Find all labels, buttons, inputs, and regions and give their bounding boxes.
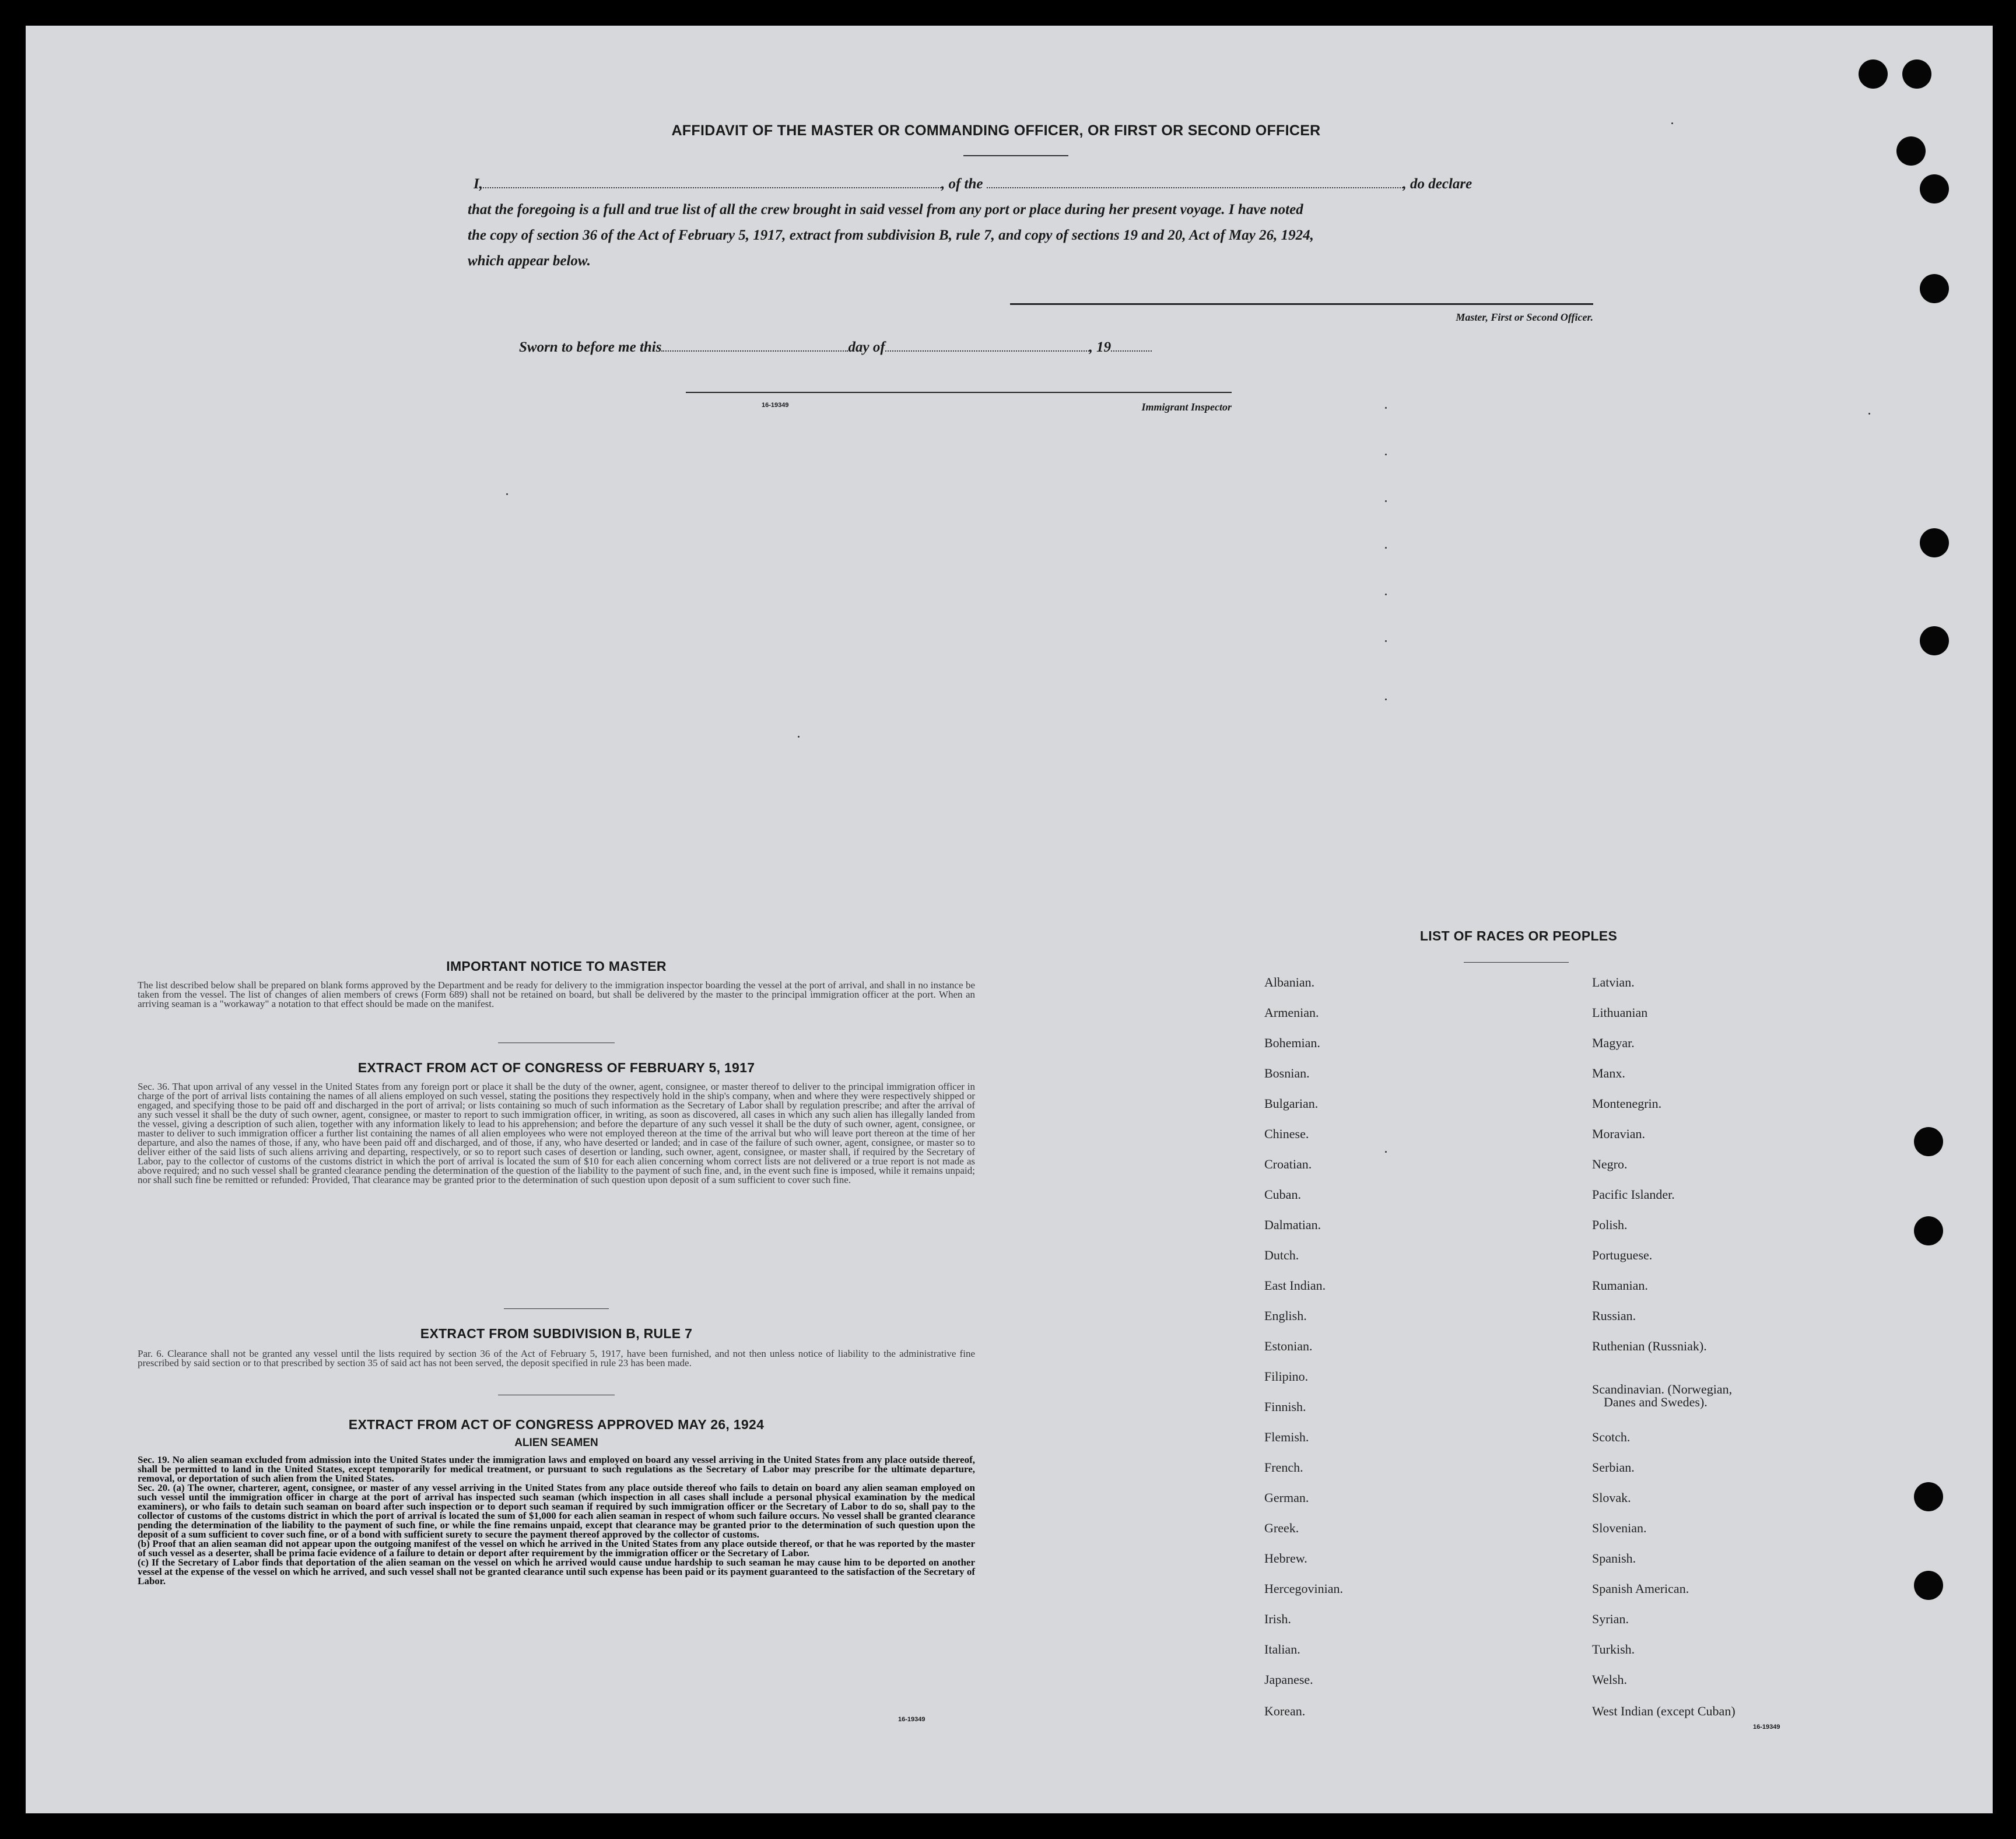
- race-item: Finnish.: [1264, 1399, 1306, 1414]
- race-item: German.: [1264, 1490, 1309, 1505]
- race-item: Magyar.: [1592, 1036, 1635, 1050]
- race-item: Welsh.: [1592, 1672, 1627, 1687]
- print-speck: [1671, 122, 1673, 124]
- race-item: Russian.: [1592, 1308, 1636, 1323]
- binder-hole: [1920, 274, 1949, 303]
- race-item: Bosnian.: [1264, 1066, 1310, 1080]
- sworn-prefix-label: Sworn to before me this: [519, 339, 662, 355]
- race-item: Lithuanian: [1592, 1005, 1648, 1020]
- extract-1917-heading: EXTRACT FROM ACT OF CONGRESS OF FEBRUARY 5, 1917: [357, 1060, 755, 1075]
- affidavit-title: AFFIDAVIT OF THE MASTER OR COMMANDING OFFICER, OR FIRST OR SECOND OFFICER: [671, 122, 1321, 139]
- master-signature-line[interactable]: [1010, 303, 1593, 305]
- race-item: Rumanian.: [1592, 1278, 1648, 1293]
- title-divider: [963, 155, 1068, 156]
- subdivision-b-text: Par. 6. Clearance shall not be granted any vessel until the lists required by section 36 of the Act of February 5, 1917, have been furnished, and not then unless notice of liability to the administrative fine prescribed by said section or to that prescribed by section 35 of said act has not been served, the deposit specified in rule 23 has been made.: [138, 1348, 975, 1368]
- section-20b-text: (b) Proof that an alien seaman did not appear upon the outgoing manifest of the vessel on which he arrived in the United States from any place outside thereof, or that he was reported by the master of such vessel as a deserter, shall be prima facie evidence of a failure to detain or deport after requirement by the immigration officer or the Secretary of Labor.: [138, 1538, 975, 1559]
- declaration-line-4: which appear below.: [468, 253, 591, 269]
- print-speck: [1385, 699, 1387, 700]
- race-item: Scandinavian. (Norwegian,: [1592, 1382, 1733, 1396]
- race-item: Hercegovinian.: [1264, 1581, 1343, 1596]
- race-item: East Indian.: [1264, 1278, 1326, 1293]
- race-item: Italian.: [1264, 1642, 1300, 1656]
- extract-1924-body: [138, 1455, 975, 1586]
- vessel-blank-field[interactable]: [987, 174, 1403, 188]
- race-item: Irish.: [1264, 1612, 1291, 1626]
- race-item: Danes and Swedes).: [1604, 1395, 1708, 1409]
- race-item: Croatian.: [1264, 1157, 1312, 1171]
- print-speck: [1385, 407, 1387, 409]
- inspector-caption: Immigrant Inspector: [1141, 401, 1232, 413]
- extract-1924-heading: EXTRACT FROM ACT OF CONGRESS APPROVED MAY 26, 1924: [348, 1417, 765, 1432]
- sworn-year-label: , 19: [1089, 339, 1112, 355]
- race-item: Dalmatian.: [1264, 1217, 1321, 1232]
- binder-hole: [1920, 528, 1949, 557]
- race-item: Estonian.: [1264, 1339, 1313, 1353]
- race-item: Negro.: [1592, 1157, 1628, 1171]
- declaration-declare-label: , do declare: [1403, 176, 1472, 192]
- declaration-line-2: that the foregoing is a full and true list of all the crew brought in said vessel from any port or place during her present voyage. I have noted: [468, 202, 1303, 217]
- race-item: Bohemian.: [1264, 1036, 1320, 1050]
- sworn-month-field[interactable]: [885, 338, 1089, 352]
- inspector-signature-line[interactable]: [686, 392, 1232, 393]
- declaration-of-the-label: , of the: [941, 176, 983, 192]
- race-item: Chinese.: [1264, 1126, 1309, 1141]
- race-item: Slovak.: [1592, 1490, 1631, 1505]
- form-number-bottom-left: 16-19349: [898, 1716, 925, 1723]
- race-item: Ruthenian (Russniak).: [1592, 1339, 1707, 1353]
- race-item: Polish.: [1592, 1217, 1628, 1232]
- print-speck: [1385, 454, 1387, 455]
- race-item: Japanese.: [1264, 1672, 1313, 1687]
- alien-seamen-subheading: ALIEN SEAMEN: [514, 1437, 598, 1449]
- race-item: Portuguese.: [1592, 1248, 1653, 1262]
- print-speck: [506, 493, 508, 495]
- binder-hole: [1902, 59, 1931, 89]
- race-item: Bulgarian.: [1264, 1096, 1319, 1111]
- race-item: Turkish.: [1592, 1642, 1635, 1656]
- race-item: Filipino.: [1264, 1369, 1309, 1384]
- master-signature-caption: Master, First or Second Officer.: [1456, 311, 1593, 323]
- binder-hole: [1914, 1216, 1943, 1245]
- extract-1917-divider: [504, 1308, 609, 1309]
- race-item: Latvian.: [1592, 975, 1635, 989]
- section-19-text: Sec. 19. No alien seaman excluded from admission into the United States under the immigration laws and employed on board any vessel arriving in the United States from any place outside thereof, shall be permitted to land in the United States, except temporarily for medical treatment, or pursuant to such regulations as the Secretary of Labor may prescribe for the ultimate departure, removal, or deportation of such alien from the United States.: [138, 1454, 975, 1484]
- print-speck: [798, 736, 800, 738]
- sworn-year-field[interactable]: [1111, 338, 1152, 352]
- race-item: Dutch.: [1264, 1248, 1299, 1262]
- notice-heading: IMPORTANT NOTICE TO MASTER: [446, 959, 667, 974]
- binder-hole: [1914, 1571, 1943, 1600]
- sworn-day-field[interactable]: [661, 338, 848, 352]
- race-item: Greek.: [1264, 1521, 1299, 1535]
- section-20c-text: (c) If the Secretary of Labor finds that deportation of the alien seaman on the vessel on which he arrived would cause undue hardship to such seaman he may cause him to be deported on another vessel at the expense of the vessel on which he arrived, and such vessel shall not be granted clearance until such expense has been paid or its payment guaranteed to the satisfaction of the Secretary of Labor.: [138, 1557, 975, 1587]
- race-item: Slovenian.: [1592, 1521, 1647, 1535]
- notice-text: The list described below shall be prepared on blank forms approved by the Department and be ready for delivery to the immigration inspector boarding the vessel at the port of arrival, and shall in no instance be taken from the vessel. The list of changes of alien members of crews (Form 689) shall not be retained on board, but shall be delivered by the master to the principal immigration officer at the port. When an arriving seaman is a "workaway" a notation to that effect should be made on the manifest.: [138, 980, 975, 1009]
- race-item: Montenegrin.: [1592, 1096, 1662, 1111]
- name-blank-field[interactable]: [483, 174, 941, 188]
- race-item: Pacific Islander.: [1592, 1187, 1675, 1202]
- race-item: Spanish.: [1592, 1551, 1636, 1566]
- race-item: English.: [1264, 1308, 1307, 1323]
- binder-hole: [1920, 626, 1949, 655]
- race-item: Flemish.: [1264, 1430, 1309, 1444]
- declaration-line-1: [474, 171, 1593, 197]
- declaration-line-3: the copy of section 36 of the Act of February 5, 1917, extract from subdivision B, rule 7, and copy of sections 19 and 20, Act of May 26, 1924,: [468, 227, 1314, 243]
- form-number-bottom-right: 16-19349: [1753, 1724, 1780, 1731]
- race-item: Korean.: [1264, 1704, 1306, 1718]
- declaration-i-label: I,: [474, 176, 483, 192]
- form-number-top: 16-19349: [762, 402, 789, 409]
- race-item: Moravian.: [1592, 1126, 1646, 1141]
- race-item: Scotch.: [1592, 1430, 1631, 1444]
- sworn-day-of-label: day of: [848, 339, 885, 355]
- document-page: [26, 26, 1993, 1813]
- binder-hole: [1914, 1127, 1943, 1156]
- binder-hole: [1896, 136, 1926, 166]
- print-speck: [1385, 640, 1387, 642]
- section-20a-text: Sec. 20. (a) The owner, charterer, agent, consignee, or master of any vessel arriving in the United States from any place outside thereof who fails to detain on board any alien seaman employed on such vessel until the immigration officer in charge at the port of arrival has inspected such seaman (which inspection in all cases shall include a personal physical examination by the medical examiners), or who fails to detain such seaman on board after such inspection or to deport such seaman if required by such immigration officer or the Secretary of Labor to do so, shall pay to the collector of customs of the customs district in which the port of arrival is located the sum of $1,000 for each alien seaman in respect of whom such failure occurs. No vessel shall be granted clearance pending the determination of the liability to the payment of such fine, or while the fine remains unpaid, except that clearance may be granted prior to the determination of such question upon the deposit of a sum sufficient to cover such fine, or of a bond with sufficient surety to secure the payment thereof approved by the collector of customs.: [138, 1482, 975, 1540]
- race-item: Serbian.: [1592, 1460, 1635, 1475]
- race-item: Spanish American.: [1592, 1581, 1689, 1596]
- print-speck: [1385, 547, 1387, 549]
- race-item: Hebrew.: [1264, 1551, 1307, 1566]
- subdivision-b-heading: EXTRACT FROM SUBDIVISION B, RULE 7: [420, 1326, 693, 1341]
- race-item: Syrian.: [1592, 1612, 1629, 1626]
- race-item: Armenian.: [1264, 1005, 1319, 1020]
- race-item: West Indian (except Cuban): [1592, 1704, 1735, 1718]
- binder-hole: [1920, 174, 1949, 203]
- races-heading: LIST OF RACES OR PEOPLES: [1419, 928, 1618, 943]
- binder-hole: [1914, 1482, 1943, 1511]
- binder-hole: [1859, 59, 1888, 89]
- races-divider: [1464, 962, 1569, 963]
- race-item: French.: [1264, 1460, 1303, 1475]
- print-speck: [1385, 594, 1387, 595]
- race-item: Albanian.: [1264, 975, 1315, 989]
- sworn-line: [519, 335, 1277, 360]
- race-item: Cuban.: [1264, 1187, 1301, 1202]
- extract-1917-text: Sec. 36. That upon arrival of any vessel in the United States from any foreign port or place it shall be the duty of the owner, agent, consignee, or master thereof to deliver to the principal immigration officer in charge of the port of arrival lists containing the names of all aliens employed on such vessel, stating the positions they respectively hold in the ship's company, when and where they were respectively shipped or engaged, and specifying those to be paid off and discharged in the port of arrival; or lists containing so much of such information as the Secretary of Labor shall by regulation prescribe; and after the arrival of any such vessel it shall be the duty of such owner, agent, consignee, or master to report to such immigration officer, in writing, as soon as discovered, all cases in which any such alien has illegally landed from the vessel, giving a description of such alien, together with any information likely to lead to his apprehension; and before the departure of any such vessel it shall be the duty of such owner, agent, consignee, or master to deliver to such immigration officer a further list containing the names of all alien employees who were not employed thereon at the time of the arrival but who will leave port thereon at the time of her departure, and also the names of those, if any, who have been paid off and discharged, and of those, if any, who have deserted or landed; and in case of the failure of such owner, agent, consignee, or master so to deliver either of the said lists of such aliens arriving and departing, respectively, or so to report such cases of desertion or landing, such owner, agent, consignee, or master shall, if required by the Secretary of Labor, pay to the collector of customs of the customs district in which the port of arrival is located the sum of $10 for each alien concerning whom correct lists are not delivered or a true report is not made as above required; and no such vessel shall be granted clearance pending the determination of the question of the liability to the payment of such fine, and, in the event such fine is imposed, while it remains unpaid; nor shall such fine be remitted or refunded: Provided, That clearance may be granted prior to the determination of such question upon deposit of a sum sufficient to cover such fine.: [138, 1081, 975, 1185]
- print-speck: [1868, 413, 1870, 415]
- print-speck: [1385, 500, 1387, 502]
- print-speck: [1385, 1151, 1387, 1153]
- race-item: Manx.: [1592, 1066, 1625, 1080]
